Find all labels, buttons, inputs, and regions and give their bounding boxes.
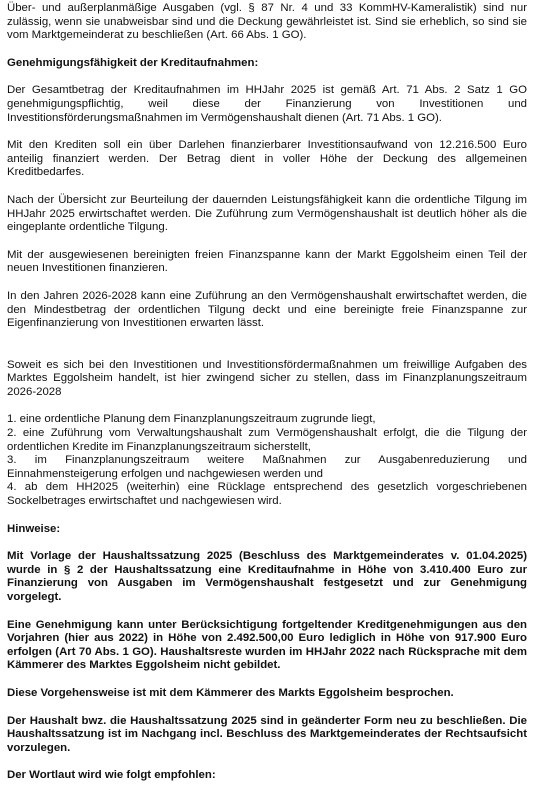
requirements-list xyxy=(7,413,527,508)
paragraph-finanzspanne: Mit der ausgewiesenen bereinigten freien Finanzspanne kann der Markt Eggolsheim einen Teil der neuen Investitionen finanzieren. xyxy=(7,248,527,275)
intro-paragraph: Über- und außerplanmäßige Ausgaben (vgl. § 87 Nr. 4 und 33 KommHV-Kameralistik) sind nur zulässig, wenn sie unabweisbar sind und die Deckung gewährleistet ist. Sind sie erheblich, so sind sie vom Marktgemeinderat zu beschließen (Art. 66 Abs. 1 GO). xyxy=(7,2,527,42)
hinweis-wortlaut: Der Wortlaut wird wie folgt empfohlen: xyxy=(7,769,216,782)
document-page xyxy=(7,2,527,783)
heading-kreditaufnahmen: Genehmigungsfähigkeit der Kreditaufnahmen: xyxy=(7,56,259,69)
hinweis-genehmigung: Eine Genehmigung kann unter Berücksichtigung fortgeltender Kreditgenehmigungen aus den Vorjahren (hier aus 2022) in Höhe von 2.492.500,00 Euro lediglich in Höhe von 917.900 Euro erfolgen (Art 70 Abs. 1 GO). Haushaltsreste wurden im HHJahr 2022 nach Rücksprache mit dem Kämmerer des Marktes Eggolsheim nicht gebildet. xyxy=(7,618,527,672)
list-item: 1. eine ordentliche Planung dem Finanzplanungszeitraum zugrunde liegt, xyxy=(7,413,376,426)
list-item: 3. im Finanzplanungszeitraum weitere Maßnahmen zur Ausgabenreduzierung und Einnahmensteigerung erfolgen und nachgewiesen werden und xyxy=(7,454,527,480)
hinweis-vorgehensweise: Diese Vorgehensweise ist mit dem Kämmerer des Markts Eggolsheim besprochen. xyxy=(7,686,454,699)
paragraph-uebersicht: Nach der Übersicht zur Beurteilung der dauernden Leistungsfähigkeit kann die ordentliche Tilgung im HHJahr 2025 erwirtschaftet werden. Die Zuführung zum Vermögenshaushalt ist deutlich höher als die eingeplante ordentliche Tilgung. xyxy=(7,193,527,234)
paragraph-soweit: Soweit es sich bei den Investitionen und Investitionsfördermaßnahmen um freiwillige Aufgaben des Marktes Eggolsheim handelt, ist hier zwingend sicher zu stellen, dass im Finanzplanungszeitraum 2026-2028 xyxy=(7,358,527,398)
paragraph-jahre: In den Jahren 2026-2028 kann eine Zuführung an den Vermögenshaushalt erwirtschaftet werden, die den Mindestbetrag der ordentlichen Tilgung deckt und eine bereinigte freie Finanzspanne zur Eigenfinanzierung von Investitionen erwarten lässt. xyxy=(7,289,527,330)
hinweis-haushalt: Der Haushalt bwz. die Haushaltssatzung 2025 sind in geänderter Form neu zu beschließen. Die Haushaltssatzung ist im Nachgang incl. Beschluss des Marktgemeinderates der Rechtsaufsicht vorzulegen. xyxy=(7,714,527,754)
paragraph-darlehen: Mit den Krediten soll ein über Darlehen finanzierbarer Investitionsaufwand von 12.216.500 Euro anteilig finanziert werden. Der Betrag dient in voller Höhe der Deckung des allgemeinen Kreditbedarfes. xyxy=(7,139,527,179)
list-item: 4. ab dem HH2025 (weiterhin) eine Rücklage entsprechend des gesetzlich vorgeschriebenen Sockelbetrages erwirtschaftet und nachgewiesen wird. xyxy=(7,481,527,508)
paragraph-gesamtbetrag: Der Gesamtbetrag der Kreditaufnahmen im HHJahr 2025 ist gemäß Art. 71 Abs. 2 Satz 1 GO genehmigungspflichtig, weil diese der Finanzierung von Investitionen und Investitionsförderungsmaßnahmen im Vermögenshaushalt dienen (Art. 71 Abs. 1 GO). xyxy=(7,84,527,124)
list-item: 2. eine Zuführung vom Verwaltungshaushalt zum Vermögenshaushalt erfolgt, die die Tilgung der ordentlichen Kredite im Finanzplanungszeitraum sicherstellt, xyxy=(7,427,527,453)
heading-hinweise: Hinweise: xyxy=(7,522,61,535)
hinweis-vorlage: Mit Vorlage der Haushaltssatzung 2025 (Beschluss des Marktgemeinderates v. 01.04.2025) wurde in § 2 der Haushaltssatzung eine Kreditaufnahme in Höhe von 3.410.400 Euro zur Finanzierung von Ausgaben im Vermögenshaushalt festgesetzt und zur Genehmigung vorgelegt. xyxy=(7,550,527,603)
